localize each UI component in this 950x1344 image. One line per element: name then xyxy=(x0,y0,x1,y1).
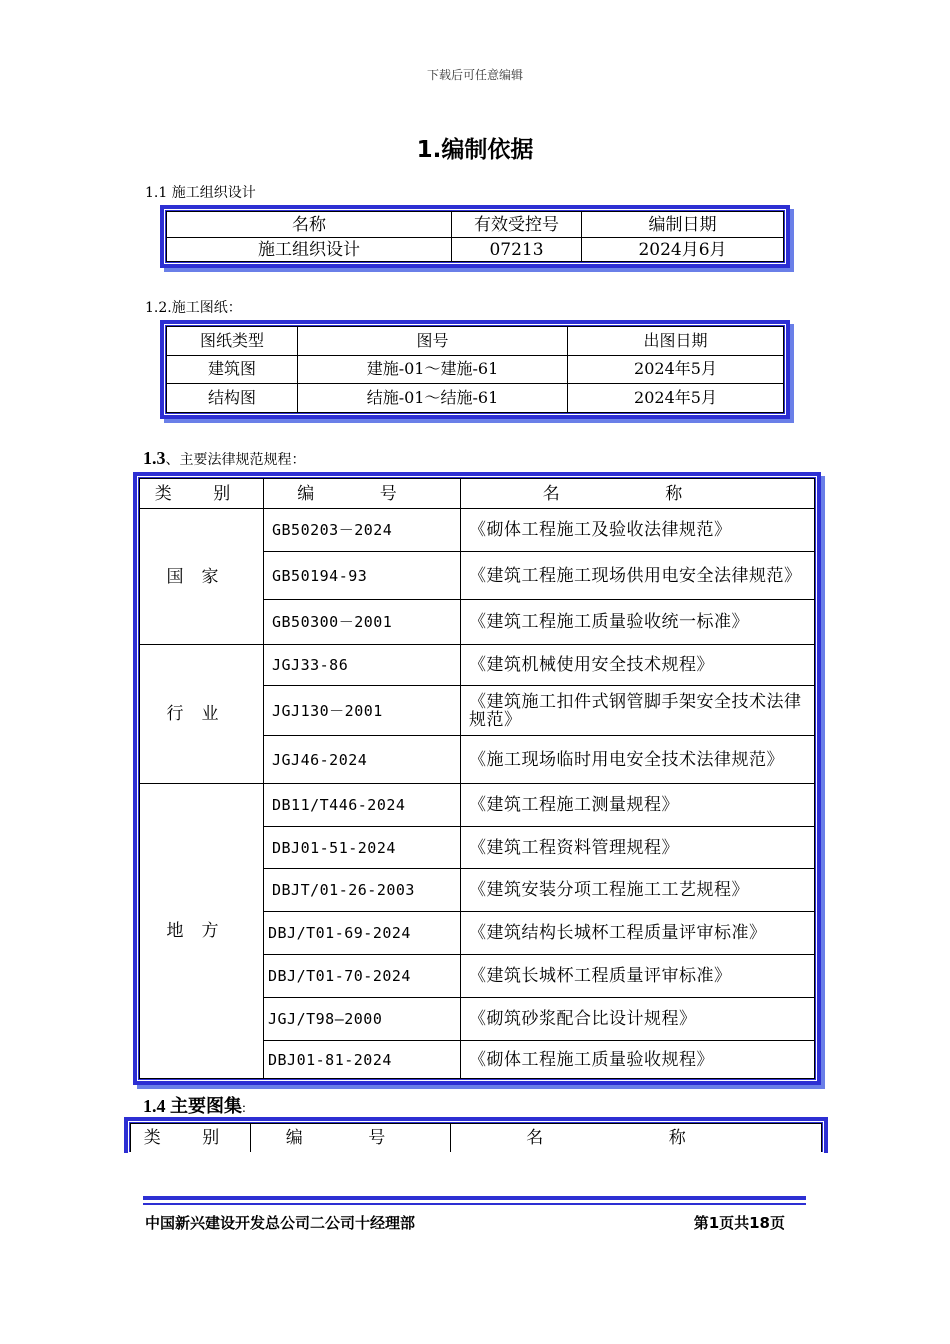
cell-issue-date: 2024年5月 xyxy=(568,384,784,413)
cell-drawing-type: 建筑图 xyxy=(167,355,298,384)
section-1-4-colon: : xyxy=(242,1101,246,1116)
standard-code: GB50300－2001 xyxy=(264,600,461,645)
col-header-title: 名 称 xyxy=(451,1124,822,1153)
cell-date: 2024月6月 xyxy=(582,238,784,262)
standard-code: JGJ33-86 xyxy=(264,645,461,686)
standard-title: 《建筑工程资料管理规程》 xyxy=(461,827,815,869)
table-atlases xyxy=(130,1123,822,1152)
standard-title: 《建筑安装分项工程施工工艺规程》 xyxy=(461,869,815,912)
table-1-2-frame xyxy=(160,320,790,419)
document-title: 1.编制依据 xyxy=(416,137,534,163)
standard-title: 《砌体工程施工质量验收规程》 xyxy=(461,1041,815,1079)
col-header-code: 编 号 xyxy=(264,479,461,509)
category-industry: 行业 xyxy=(140,645,264,784)
col-header-name: 名称 xyxy=(167,212,452,238)
table-laws-regulations xyxy=(139,478,815,1079)
footer-rule xyxy=(143,1196,806,1205)
standard-code: DBJ01-51-2024 xyxy=(264,827,461,869)
standard-code: DBJT/01-26-2003 xyxy=(264,869,461,912)
col-header-code: 编 号 xyxy=(251,1124,451,1153)
table-construction-design xyxy=(166,211,784,262)
standard-code: JGJ/T98—2000 xyxy=(264,998,461,1041)
footer-page-number: 第1页共18页 xyxy=(693,1214,785,1232)
cell-drawing-no: 建施-01～建施-61 xyxy=(298,355,568,384)
standard-code: GB50203－2024 xyxy=(264,509,461,552)
table-1-1-frame xyxy=(160,205,790,268)
table-1-3-frame xyxy=(133,472,821,1085)
standard-code: GB50194-93 xyxy=(264,552,461,600)
section-1-3-number: 1.3 xyxy=(143,448,166,468)
col-header-drawing-no: 图号 xyxy=(298,327,568,356)
standard-code: JGJ130－2001 xyxy=(264,686,461,736)
footer-organization: 中国新兴建设开发总公司二公司十经理部 xyxy=(145,1214,416,1232)
standard-code: JGJ46-2024 xyxy=(264,736,461,784)
cell-drawing-no: 结施-01～结施-61 xyxy=(298,384,568,413)
standard-title: 《砌筑砂浆配合比设计规程》 xyxy=(461,998,815,1041)
col-header-category: 类 别 xyxy=(140,479,264,509)
col-header-issue-date: 出图日期 xyxy=(568,327,784,356)
col-header-date: 编制日期 xyxy=(582,212,784,238)
col-header-category: 类 别 xyxy=(131,1124,251,1153)
standard-title: 《施工现场临时用电安全技术法律规范》 xyxy=(461,736,815,784)
standard-code: DBJ/T01-69-2024 xyxy=(264,912,461,955)
section-1-2-heading: 1.2.施工图纸： xyxy=(145,300,242,316)
section-1-1-heading: 1.1 施工组织设计 xyxy=(145,185,256,201)
col-header-title: 名 称 xyxy=(461,479,815,509)
standard-title: 《建筑结构长城杯工程质量评审标准》 xyxy=(461,912,815,955)
col-header-drawing-type: 图纸类型 xyxy=(167,327,298,356)
section-1-3-text: 、主要法律规范规程： xyxy=(165,453,306,468)
standard-title: 《建筑工程施工测量规程》 xyxy=(461,784,815,827)
standard-title: 《建筑长城杯工程质量评审标准》 xyxy=(461,955,815,998)
header-note: 下载后可任意编辑 xyxy=(426,68,523,82)
table-drawings xyxy=(166,326,784,413)
table-1-4-frame xyxy=(124,1117,828,1153)
cell-control-no: 07213 xyxy=(452,238,582,262)
standard-code: DBJ/T01-70-2024 xyxy=(264,955,461,998)
category-local: 地方 xyxy=(140,784,264,1079)
standard-code: DBJ01-81-2024 xyxy=(264,1041,461,1079)
col-header-control-no: 有效受控号 xyxy=(452,212,582,238)
standard-title: 《砌体工程施工及验收法律规范》 xyxy=(461,509,815,552)
cell-name: 施工组织设计 xyxy=(167,238,452,262)
category-national: 国家 xyxy=(140,509,264,645)
cell-drawing-type: 结构图 xyxy=(167,384,298,413)
section-1-4-title: 1.4 主要图集 xyxy=(143,1096,242,1116)
standard-title: 《建筑工程施工现场供用电安全法律规范》 xyxy=(461,552,815,600)
section-1-3-heading xyxy=(143,448,306,469)
standard-title: 《建筑工程施工质量验收统一标准》 xyxy=(461,600,815,645)
cell-issue-date: 2024年5月 xyxy=(568,355,784,384)
standard-title: 《建筑机械使用安全技术规程》 xyxy=(461,645,815,686)
standard-title: 《建筑施工扣件式钢管脚手架安全技术法律规范》 xyxy=(461,686,815,736)
section-1-4-heading xyxy=(143,1092,246,1118)
standard-code: DB11/T446-2024 xyxy=(264,784,461,827)
